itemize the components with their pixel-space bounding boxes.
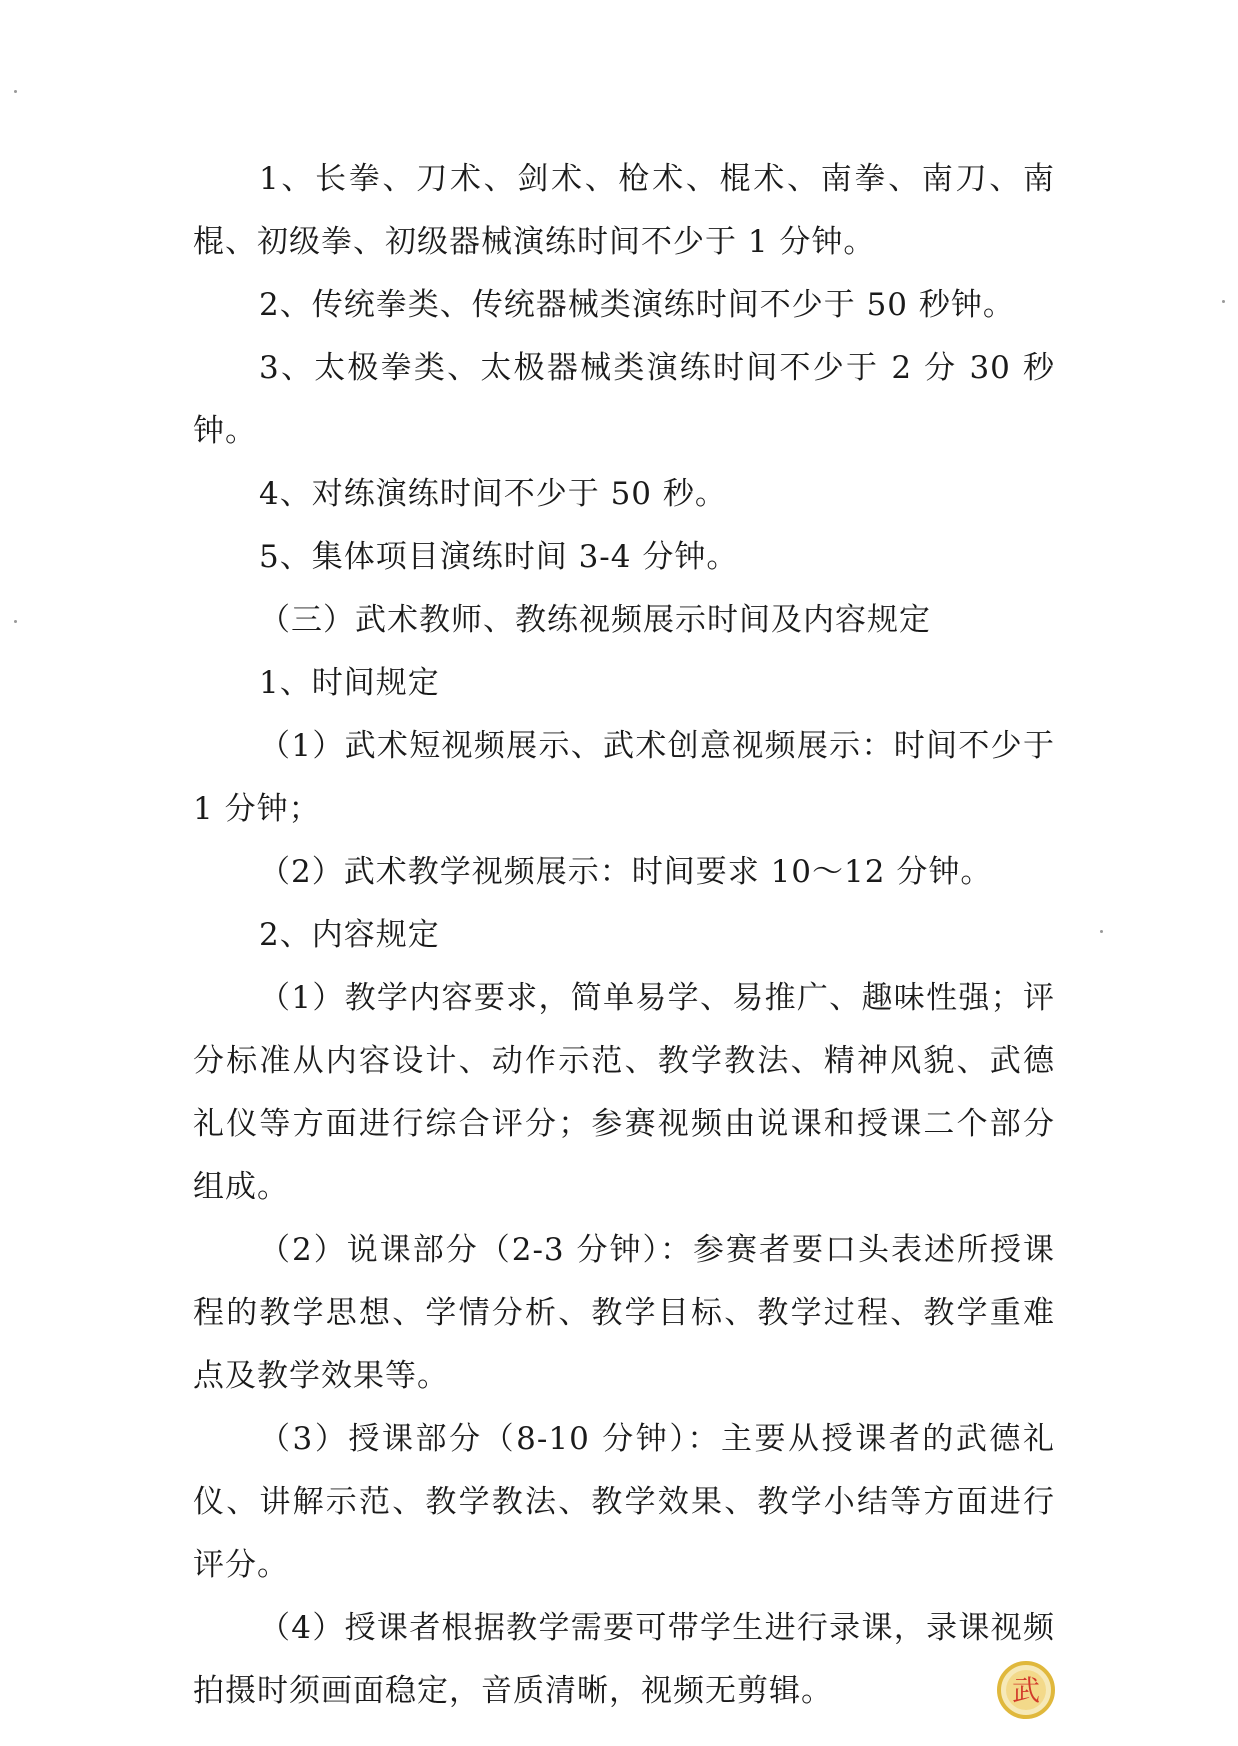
paragraph-teaching-video: （2）武术教学视频展示：时间要求 10～12 分钟。 <box>259 854 993 890</box>
paragraph-item-5: 5、集体项目演练时间 3-4 分钟。 <box>259 539 739 575</box>
paragraph-short-video: （1）武术短视频展示、武术创意视频展示：时间不少于 1 分钟； <box>193 728 1055 827</box>
subheading-time-rules: 1、时间规定 <box>259 665 440 701</box>
svg-text:武: 武 <box>1011 1674 1041 1707</box>
seal-stamp-icon <box>996 1660 1056 1720</box>
paragraph-item-4: 4、对练演练时间不少于 50 秒。 <box>259 476 727 512</box>
paragraph-item-2: 2、传统拳类、传统器械类演练时间不少于 50 秒钟。 <box>259 287 1015 323</box>
paragraph-item-3: 3、太极拳类、太极器械类演练时间不少于 2 分 30 秒钟。 <box>193 350 1055 449</box>
subheading-content-rules: 2、内容规定 <box>259 917 440 953</box>
scan-speck <box>14 90 17 93</box>
scan-speck <box>14 620 17 623</box>
paragraph-item-1: 1、长拳、刀术、剑术、枪术、棍术、南拳、南刀、南棍、初级拳、初级器械演练时间不少于 1 分钟。 <box>193 161 1055 260</box>
scan-speck <box>1100 930 1103 933</box>
scan-speck <box>1222 300 1225 303</box>
section-heading-3: （三）武术教师、教练视频展示时间及内容规定 <box>259 602 931 638</box>
paragraph-content-3: （3）授课部分（8-10 分钟）：主要从授课者的武德礼仪、讲解示范、教学教法、教学效果、教学小结等方面进行评分。 <box>193 1421 1055 1583</box>
paragraph-content-4: （4）授课者根据教学需要可带学生进行录课，录课视频拍摄时须画面稳定，音质清晰，视频无剪辑。 <box>193 1610 1055 1709</box>
document-body <box>193 148 1055 1723</box>
paragraph-content-2: （2）说课部分（2-3 分钟）：参赛者要口头表述所授课程的教学思想、学情分析、教学目标、教学过程、教学重难点及教学效果等。 <box>193 1232 1055 1394</box>
paragraph-content-1: （1）教学内容要求，简单易学、易推广、趣味性强；评分标准从内容设计、动作示范、教学教法、精神风貌、武德礼仪等方面进行综合评分；参赛视频由说课和授课二个部分组成。 <box>193 980 1055 1205</box>
